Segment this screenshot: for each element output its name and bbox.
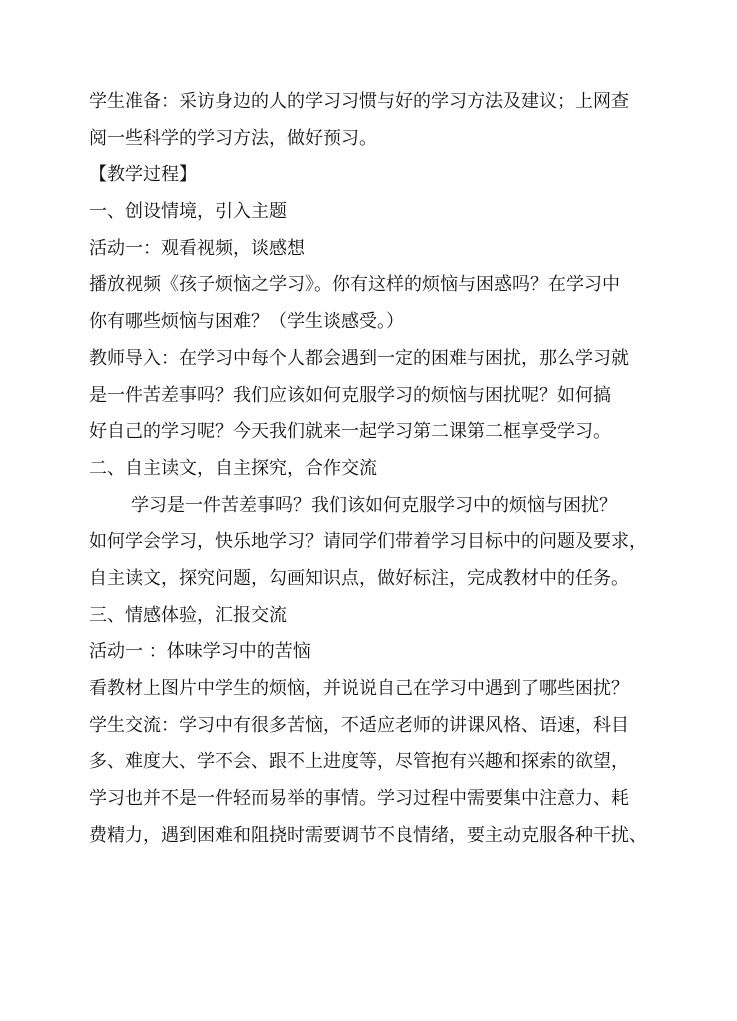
- text-line: 播放视频《孩子烦恼之学习》。你有这样的烦恼与困惑吗？在学习中: [89, 274, 620, 296]
- text-line: 如何学会学习，快乐地学习？请同学们带着学习目标中的问题及要求，: [89, 531, 647, 553]
- text-line: 学生交流：学习中有很多苦恼，不适应老师的讲课风格、语速，科目: [89, 714, 629, 736]
- text-line: 费精力，遇到困难和阻挠时需要调节不良情绪，要主动克服各种干扰、: [89, 824, 647, 846]
- text-line: 多、难度大、学不会、跟不上进度等，尽管抱有兴趣和探索的欲望，: [89, 751, 629, 773]
- text-line: 好自己的学习呢？今天我们就来一起学习第二课第二框享受学习。: [89, 421, 611, 443]
- text-line: 阅一些科学的学习方法，做好预习。: [89, 127, 377, 149]
- text-line: 教师导入：在学习中每个人都会遇到一定的困难与困扰，那么学习就: [89, 347, 629, 369]
- text-line: 是一件苦差事吗？我们应该如何克服学习的烦恼与困扰呢？如何搞: [89, 384, 611, 406]
- activity-heading: 活动一 ：体味学习中的苦恼: [89, 641, 311, 663]
- section-heading: 二、自主读文，自主探究，合作交流: [89, 457, 377, 479]
- text-line: 学习也并不是一件轻而易举的事情。学习过程中需要集中注意力、耗: [89, 788, 629, 810]
- section-heading: 三、情感体验，汇报交流: [89, 604, 287, 626]
- section-heading: 【教学过程】: [89, 164, 197, 186]
- section-heading: 一、创设情境，引入主题: [89, 201, 287, 223]
- text-line: 学生准备：采访身边的人的学习习惯与好的学习方法及建议；上网查: [89, 91, 629, 112]
- text-line: 自主读文，探究问题，勾画知识点，做好标注，完成教材中的任务。: [89, 567, 629, 589]
- activity-heading: 活动一：观看视频，谈感想: [89, 237, 305, 259]
- text-line: 学习是一件苦差事吗？我们该如何克服学习中的烦恼与困扰？: [131, 494, 617, 516]
- text-line: 你有哪些烦恼与困难？（学生谈感受。）: [89, 311, 404, 333]
- text-line: 看教材上图片中学生的烦恼，并说说自己在学习中遇到了哪些困扰？: [89, 678, 629, 699]
